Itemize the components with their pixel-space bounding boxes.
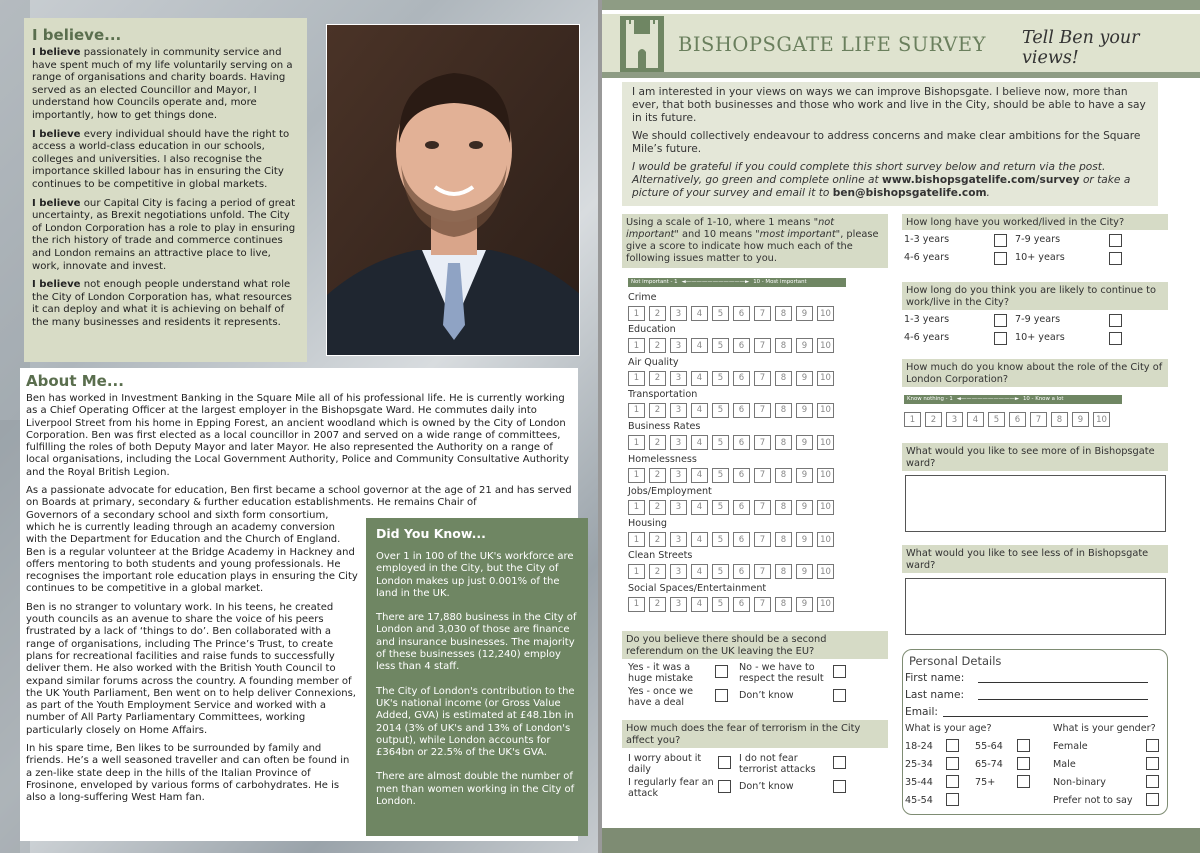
ref-opt-dont-know: Don’t know <box>739 690 794 701</box>
rating-box[interactable]: 8 <box>775 371 792 386</box>
worked-checkbox-10-plus[interactable] <box>1109 252 1122 265</box>
first-name-label: First name: <box>905 672 965 684</box>
terror-opt-worry-daily: I worry about it daily <box>628 753 702 775</box>
left-page <box>0 0 598 853</box>
age-opt-18-24: 18-24 <box>905 741 933 752</box>
rating-box[interactable]: 1 <box>628 597 645 612</box>
rating-box[interactable]: 7 <box>754 532 771 547</box>
about-paragraph-4: In his spare time, Ben likes to be surrounded by family and friends. He’s a well seasoned traveller and can often be found in a zen-like state deep in the hills of the Italian Province of Frosinone, enveloped by various forms of carbohydrates. He is also a long-suffering West Ham fan. <box>26 743 350 804</box>
worked-opt-7-9: 7-9 years <box>1015 234 1061 245</box>
rating-box[interactable]: 4 <box>691 500 708 515</box>
rating-box[interactable]: 5 <box>712 371 729 386</box>
rating-box[interactable]: 3 <box>670 435 687 450</box>
continue-checkbox-4-6[interactable] <box>994 332 1007 345</box>
rating-box[interactable]: 6 <box>733 597 750 612</box>
gender-opt-male: Male <box>1053 759 1076 770</box>
rating-box[interactable]: 4 <box>691 564 708 579</box>
ref-opt-yes-deal: Yes - once we have a deal <box>628 686 693 708</box>
worked-checkbox-4-6[interactable] <box>994 252 1007 265</box>
rating-box[interactable]: 1 <box>628 532 645 547</box>
rating-box[interactable]: 3 <box>670 468 687 483</box>
believe-lead-3: I believe <box>32 197 81 209</box>
rating-box[interactable]: 10 <box>817 500 834 515</box>
rating-box[interactable]: 9 <box>796 564 813 579</box>
rating-box[interactable]: 9 <box>796 403 813 418</box>
know-rating-box[interactable]: 2 <box>925 412 942 427</box>
worked-opt-1-3: 1-3 years <box>904 234 950 245</box>
know-rating-box[interactable]: 1 <box>904 412 921 427</box>
rating-box[interactable]: 7 <box>754 468 771 483</box>
less-of-question: What would you like to see less of in Bishopsgate ward? <box>902 545 1168 573</box>
importance-scale-bar <box>628 278 846 287</box>
issue-rating-row <box>628 371 834 386</box>
rating-box[interactable]: 6 <box>733 532 750 547</box>
age-opt-65-74: 65-74 <box>975 759 1003 770</box>
rating-box[interactable]: 5 <box>712 597 729 612</box>
rating-box[interactable]: 2 <box>649 371 666 386</box>
know-scale-right-label: 10 - Know a lot <box>1022 396 1064 402</box>
believe-text-2: every individual should have the right to access a world-class education in our schools, colleges and universities. I also recognise the importance skilled labour has in ensuring the City continues to be competitive in global markets. <box>32 128 290 190</box>
rating-box[interactable]: 1 <box>628 306 645 321</box>
rating-box[interactable]: 8 <box>775 338 792 353</box>
rating-box[interactable]: 5 <box>712 468 729 483</box>
intro-text-c: . <box>986 187 990 199</box>
rating-box[interactable]: 8 <box>775 532 792 547</box>
rating-box[interactable]: 9 <box>796 306 813 321</box>
age-question: What is your age? <box>905 723 992 734</box>
rating-box[interactable]: 8 <box>775 435 792 450</box>
referendum-question: Do you believe there should be a second referendum on the UK leaving the EU? <box>622 631 888 659</box>
age-checkbox-25-34[interactable] <box>946 757 959 770</box>
believe-lead-2: I believe <box>32 128 81 140</box>
know-rating-box[interactable]: 5 <box>988 412 1005 427</box>
did-you-know-panel <box>366 518 588 836</box>
know-scale-arrow-icon: ◄——————————► <box>956 396 1019 402</box>
terror-opt-no-fear: I do not fear terrorist attacks <box>739 753 816 775</box>
rating-box[interactable]: 2 <box>649 468 666 483</box>
did-you-know-heading: Did You Know... <box>376 526 486 541</box>
know-rating-box[interactable]: 7 <box>1030 412 1047 427</box>
rating-box[interactable]: 10 <box>817 371 834 386</box>
believe-text-4: not enough people understand what role the City of London Corporation has, what resources it can deploy and what it is achieving on behalf of the many businesses and residents it represents. <box>32 279 292 328</box>
issue-rating-row <box>628 338 834 353</box>
rating-box[interactable]: 9 <box>796 532 813 547</box>
scale-right-label: 10 - Most important <box>753 279 807 285</box>
scale-q-mid: and 10 means <box>678 229 756 240</box>
scale-arrow-icon: ◄———————————► <box>681 279 750 285</box>
about-paragraph-2b: Governors of a secondary school and sixth form consortium, which he is currently leading through an academy conversion with the Department for Education and the Church of England. Ben is a regular volunteer at the Bridge Academy in Hackney and offers mentoring to both students and young professionals. He recognises the important role education plays in ensuring the City continues to be competitive in a global market. <box>26 509 358 595</box>
ref-opt-no-respect: No - we have to respect the result <box>739 662 824 684</box>
rating-box[interactable]: 8 <box>775 500 792 515</box>
rating-box[interactable]: 7 <box>754 403 771 418</box>
worked-checkbox-1-3[interactable] <box>994 234 1007 247</box>
gender-checkbox-non-binary[interactable] <box>1146 775 1159 788</box>
age-checkbox-55-64[interactable] <box>1017 739 1030 752</box>
top-band <box>602 0 1200 10</box>
rating-box[interactable]: 7 <box>754 564 771 579</box>
bottom-band <box>602 828 1200 853</box>
scale-q-pre: Using a scale of 1-10, where 1 means <box>626 217 814 228</box>
terror-question: How much does the fear of terrorism in the City affect you? <box>622 720 888 748</box>
age-opt-25-34: 25-34 <box>905 759 933 770</box>
first-name-field[interactable] <box>978 682 1148 683</box>
rating-box[interactable]: 10 <box>817 403 834 418</box>
about-paragraph-1: Ben has worked in Investment Banking in the Square Mile all of his professional life. He is currently working as a Chief Operating Officer at the largest employer in the Bishopsgate Ward. He commutes daily into Liverpool Street from his home in Epping Forest, an ancient woodland which is owned by the City of London Corporation. Ben was first elected as a local councillor in 2007 and served on a wide range of committees, fulfilling the roles of both Deputy Mayor and later Mayor. He also represented the Authority on a range of local organisations, including the Local Government Authority, Police and Community Consultative Authority and the Royal British Legion. <box>26 393 570 478</box>
rating-box[interactable]: 2 <box>649 597 666 612</box>
know-rating-box[interactable]: 3 <box>946 412 963 427</box>
rating-box[interactable]: 4 <box>691 338 708 353</box>
more-of-textarea[interactable] <box>905 475 1166 532</box>
age-opt-55-64: 55-64 <box>975 741 1003 752</box>
issue-rating-row <box>628 500 834 515</box>
believe-lead-1: I believe <box>32 47 81 58</box>
know-rating-box[interactable]: 9 <box>1072 412 1089 427</box>
survey-intro <box>622 82 1158 206</box>
rating-box[interactable]: 1 <box>628 564 645 579</box>
i-believe-heading: I believe... <box>32 26 122 44</box>
header-rule <box>602 72 1200 78</box>
issue-label: Homelessness <box>628 453 697 465</box>
rating-box[interactable]: 4 <box>691 371 708 386</box>
terror-checkbox-regularly-fear[interactable] <box>718 780 731 793</box>
rating-box[interactable]: 7 <box>754 500 771 515</box>
rating-box[interactable]: 10 <box>817 435 834 450</box>
rating-box[interactable]: 6 <box>733 564 750 579</box>
survey-email-link[interactable]: ben@bishopsgatelife.com <box>832 187 987 199</box>
continue-opt-10-plus: 10+ years <box>1015 332 1065 343</box>
believe-lead-4: I believe <box>32 279 81 291</box>
terror-opt-dont-know: Don’t know <box>739 781 794 792</box>
continue-question: How long do you think you are likely to continue to work/live in the City? <box>902 282 1168 310</box>
scale-q-not-important: "not important" <box>626 217 835 240</box>
rating-box[interactable]: 10 <box>817 564 834 579</box>
rating-box[interactable]: 1 <box>628 500 645 515</box>
rating-box[interactable]: 10 <box>817 306 834 321</box>
issue-rating-row <box>628 564 834 579</box>
worked-question: How long have you worked/lived in the City? <box>902 214 1168 230</box>
gender-opt-non-binary: Non-binary <box>1053 777 1106 788</box>
issue-label: Air Quality <box>628 356 679 368</box>
issue-label: Transportation <box>628 388 698 400</box>
ref-checkbox-dont-know[interactable] <box>833 689 846 702</box>
more-of-question: What would you like to see more of in Bishopsgate ward? <box>902 443 1168 471</box>
age-checkbox-18-24[interactable] <box>946 739 959 752</box>
know-rating-box[interactable]: 6 <box>1009 412 1026 427</box>
rating-box[interactable]: 2 <box>649 532 666 547</box>
rating-box[interactable]: 3 <box>670 371 687 386</box>
rating-box[interactable]: 3 <box>670 532 687 547</box>
scale-q-post: , please give a score to indicate how much each of the following issues matter to you. <box>626 229 879 264</box>
scale-q-most-important: "most important" <box>755 229 841 240</box>
rating-box[interactable]: 3 <box>670 403 687 418</box>
rating-box[interactable]: 7 <box>754 338 771 353</box>
continue-opt-1-3: 1-3 years <box>904 314 950 325</box>
believe-paragraph-3 <box>32 198 299 274</box>
gender-opt-female: Female <box>1053 741 1088 752</box>
last-name-label: Last name: <box>905 689 965 701</box>
ref-checkbox-yes-deal[interactable] <box>715 689 728 702</box>
gender-question: What is your gender? <box>1053 723 1156 734</box>
continue-checkbox-1-3[interactable] <box>994 314 1007 327</box>
know-rating-box[interactable]: 8 <box>1051 412 1068 427</box>
fact-1: Over 1 in 100 of the UK's workforce are employed in the City, but the City of London makes up just 0.001% of the land in the UK. <box>376 551 574 599</box>
rating-box[interactable]: 5 <box>712 306 729 321</box>
terror-checkbox-no-fear[interactable] <box>833 756 846 769</box>
issue-rating-row <box>628 435 834 450</box>
about-me-heading: About Me... <box>26 372 124 390</box>
about-paragraph-2a: As a passionate advocate for education, Ben first became a school governor at the age of 21 and has served on Boards at primary, secondary & further education establishments. He remains Chair of <box>26 485 572 509</box>
rating-box[interactable]: 5 <box>712 338 729 353</box>
age-checkbox-75-plus[interactable] <box>1017 775 1030 788</box>
rating-box[interactable]: 2 <box>649 403 666 418</box>
intro-paragraph-2: We should collectively endeavour to address concerns and make clear ambitions for the Square Mile’s future. <box>632 130 1141 155</box>
rating-box[interactable]: 7 <box>754 371 771 386</box>
survey-url-link[interactable]: www.bishopsgatelife.com/survey <box>882 174 1080 186</box>
rating-box[interactable]: 1 <box>628 468 645 483</box>
rating-box[interactable]: 4 <box>691 403 708 418</box>
issue-rating-row <box>628 306 834 321</box>
ref-checkbox-no-respect[interactable] <box>833 665 846 678</box>
rating-box[interactable]: 8 <box>775 468 792 483</box>
age-checkbox-35-44[interactable] <box>946 775 959 788</box>
worked-opt-4-6: 4-6 years <box>904 252 950 263</box>
email-label: Email: <box>905 706 938 718</box>
rating-box[interactable]: 9 <box>796 468 813 483</box>
personal-details-heading: Personal Details <box>909 654 1002 668</box>
rating-box[interactable]: 9 <box>796 338 813 353</box>
rating-box[interactable]: 6 <box>733 500 750 515</box>
ref-opt-yes-mistake: Yes - it was a huge mistake <box>628 662 693 684</box>
rating-box[interactable]: 6 <box>733 468 750 483</box>
know-rating-box[interactable]: 4 <box>967 412 984 427</box>
know-rating-box[interactable]: 10 <box>1093 412 1110 427</box>
issue-label: Business Rates <box>628 421 701 433</box>
i-believe-panel <box>24 18 307 362</box>
issue-label: Crime <box>628 292 657 303</box>
rating-box[interactable]: 3 <box>670 564 687 579</box>
last-name-field[interactable] <box>978 699 1148 700</box>
gender-checkbox-female[interactable] <box>1146 739 1159 752</box>
age-checkbox-45-54[interactable] <box>946 793 959 806</box>
portrait-illustration <box>327 25 580 356</box>
rating-box[interactable]: 6 <box>733 403 750 418</box>
rating-box[interactable]: 2 <box>649 338 666 353</box>
rating-box[interactable]: 9 <box>796 597 813 612</box>
know-rating-row <box>904 412 1110 427</box>
gender-opt-prefer-not: Prefer not to say <box>1053 795 1133 806</box>
issue-label: Jobs/Employment <box>628 485 712 497</box>
age-opt-45-54: 45-54 <box>905 795 933 806</box>
rating-box[interactable]: 7 <box>754 597 771 612</box>
age-checkbox-65-74[interactable] <box>1017 757 1030 770</box>
believe-text-1: passionately in community service and have spent much of my life voluntarily serving on a range of organisations and charity boards. Having served as an elected Councillor and Mayor, I understand how Councils operate and, more importantly, how to get things done. <box>32 47 293 121</box>
rating-box[interactable]: 8 <box>775 597 792 612</box>
rating-box[interactable]: 7 <box>754 435 771 450</box>
rating-box[interactable]: 10 <box>817 338 834 353</box>
terror-checkbox-dont-know[interactable] <box>833 780 846 793</box>
scale-question <box>622 214 888 268</box>
believe-paragraph-2 <box>32 129 299 192</box>
believe-text-3: our Capital City is facing a period of great uncertainty, as Brexit negotiations unfold. The City of London Corporation has a role to play in ensuring the rich history of trade and commerce continues and London remains an attractive place to live, work, innovate and invest. <box>32 197 296 272</box>
continue-opt-7-9: 7-9 years <box>1015 314 1061 325</box>
believe-paragraph-1 <box>32 47 299 123</box>
ref-checkbox-yes-mistake[interactable] <box>715 665 728 678</box>
age-opt-35-44: 35-44 <box>905 777 933 788</box>
rating-box[interactable]: 2 <box>649 500 666 515</box>
rating-box[interactable]: 5 <box>712 435 729 450</box>
rating-box[interactable]: 9 <box>796 435 813 450</box>
rating-box[interactable]: 5 <box>712 500 729 515</box>
rating-box[interactable]: 2 <box>649 435 666 450</box>
rating-box[interactable]: 6 <box>733 306 750 321</box>
less-of-textarea[interactable] <box>905 578 1166 635</box>
issue-rating-row <box>628 597 834 612</box>
rating-box[interactable]: 8 <box>775 564 792 579</box>
rating-box[interactable]: 8 <box>775 306 792 321</box>
rating-box[interactable]: 9 <box>796 500 813 515</box>
rating-box[interactable]: 10 <box>817 597 834 612</box>
rating-box[interactable]: 4 <box>691 306 708 321</box>
fact-4: There are almost double the number of men than women working in the City of London. <box>376 771 575 808</box>
issue-rating-row <box>628 532 834 547</box>
rating-box[interactable]: 3 <box>670 597 687 612</box>
rating-box[interactable]: 4 <box>691 532 708 547</box>
issue-label: Education <box>628 324 676 336</box>
about-paragraph-3: Ben is no stranger to voluntary work. In his teens, he created youth councils as an avenue to share the voice of his peers frustrated by a lack of ‘things to do’. Ben collaborated with a range of organisations, including The Prince’s Trust, to create plans for recreational facilities and raise funds to successfully deliver them. He also worked with the British Youth Council to expand similar forums across the country. A founding member of the UK Youth Parliament, Ben went on to help deliver Connexions, as part of the Youth Employment Service and worked with a number of All Party Parliamentary Committees, working particularly closely on Home Affairs. <box>26 601 356 736</box>
survey-page <box>602 0 1200 853</box>
rating-box[interactable]: 6 <box>733 371 750 386</box>
continue-opt-4-6: 4-6 years <box>904 332 950 343</box>
rating-box[interactable]: 5 <box>712 564 729 579</box>
survey-title: BISHOPSGATE LIFE SURVEY <box>678 33 986 56</box>
rating-box[interactable]: 1 <box>628 338 645 353</box>
rating-box[interactable]: 1 <box>628 371 645 386</box>
rating-box[interactable]: 4 <box>691 435 708 450</box>
rating-box[interactable]: 1 <box>628 403 645 418</box>
city-background-lower <box>0 420 20 853</box>
issue-label: Social Spaces/Entertainment <box>628 582 767 594</box>
believe-paragraph-4 <box>32 279 299 329</box>
rating-box[interactable]: 4 <box>691 597 708 612</box>
rating-box[interactable]: 5 <box>712 403 729 418</box>
rating-box[interactable]: 2 <box>649 306 666 321</box>
rating-box[interactable]: 7 <box>754 306 771 321</box>
issue-label: Housing <box>628 518 667 530</box>
rating-box[interactable]: 9 <box>796 371 813 386</box>
continue-checkbox-7-9[interactable] <box>1109 314 1122 327</box>
rating-box[interactable]: 10 <box>817 532 834 547</box>
rating-box[interactable]: 3 <box>670 306 687 321</box>
fact-2: There are 17,880 business in the City of London and 3,030 of those are finance and insurance businesses. The majority of these businesses (12,240) employ less than 4 staff. <box>376 612 577 673</box>
rating-box[interactable]: 3 <box>670 500 687 515</box>
candidate-photo <box>326 24 580 356</box>
intro-text-b: or take a picture of your survey and email it to <box>632 174 1131 199</box>
issue-label: Clean Streets <box>628 550 693 562</box>
scale-left-label: Not important - 1 <box>631 279 678 285</box>
intro-text-a: I would be grateful if you could complete this short survey below and return via the post. Alternatively, go green and complete online at <box>632 161 1106 186</box>
intro-paragraph-1: I am interested in your views on ways we can improve Bishopsgate. I believe now, more than ever, that both businesses and those who work and live in the City, should be able to have a say in its future. <box>632 86 1146 124</box>
email-field[interactable] <box>943 716 1148 717</box>
survey-tagline: Tell Ben your views! <box>1022 28 1140 68</box>
rating-box[interactable]: 2 <box>649 564 666 579</box>
rating-box[interactable]: 10 <box>817 468 834 483</box>
terror-opt-regularly-fear: I regularly fear an attack <box>628 777 714 799</box>
gender-checkbox-male[interactable] <box>1146 757 1159 770</box>
terror-checkbox-worry-daily[interactable] <box>718 756 731 769</box>
rating-box[interactable]: 5 <box>712 532 729 547</box>
rating-box[interactable]: 6 <box>733 435 750 450</box>
intro-paragraph-3 <box>632 161 1148 200</box>
worked-opt-10-plus: 10+ years <box>1015 252 1065 263</box>
age-opt-75-plus: 75+ <box>975 777 996 788</box>
issue-rating-row <box>628 468 834 483</box>
worked-checkbox-7-9[interactable] <box>1109 234 1122 247</box>
rating-box[interactable]: 6 <box>733 338 750 353</box>
rating-box[interactable]: 8 <box>775 403 792 418</box>
gender-checkbox-prefer-not[interactable] <box>1146 793 1159 806</box>
know-scale-left-label: Know nothing - 1 <box>907 396 953 402</box>
knowledge-scale-bar <box>904 395 1122 404</box>
rating-box[interactable]: 4 <box>691 468 708 483</box>
issue-rating-row <box>628 403 834 418</box>
fact-3: The City of London's contribution to the UK's national income (or Gross Value Added, GVA) is estimated at £48.1bn in 2014 (3% of UK's and 13% of London's output), while London accounts for £364bn or 22.5% of the UK's GVA. <box>376 685 575 759</box>
rating-box[interactable]: 3 <box>670 338 687 353</box>
rating-box[interactable]: 1 <box>628 435 645 450</box>
know-question: How much do you know about the role of the City of London Corporation? <box>902 359 1168 387</box>
continue-checkbox-10-plus[interactable] <box>1109 332 1122 345</box>
bishopsgate-crest-icon <box>620 16 664 72</box>
